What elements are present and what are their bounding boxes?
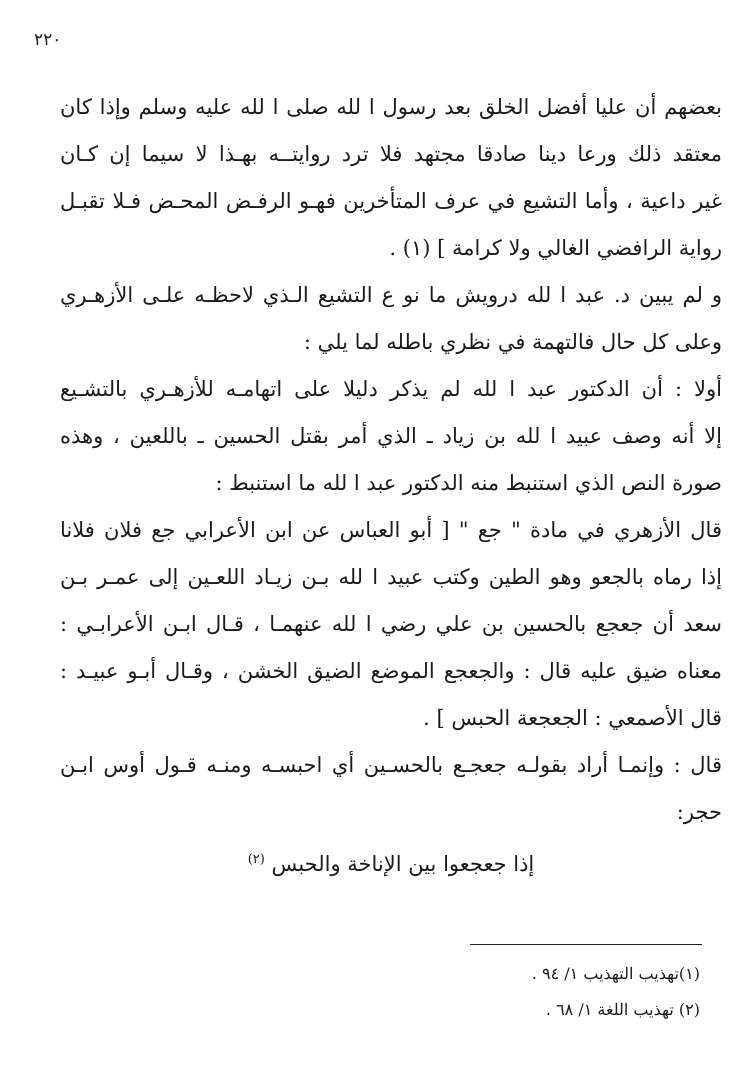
text-line: غير داعية ، وأما التشيع في عرف المتأخرين فهـو الرفـض المحـض فـلا تقبـل <box>60 189 722 213</box>
text-line: سعد أن جعجع بالحسين بن علي رضي ا لله عنهمـا ، قـال ابـن الأعرابـي : <box>60 612 722 636</box>
text-line: إذا رماه بالجعو وهو الطين وكتب عبيد ا لله بـن زيـاد اللعـين إلى عمـر بـن <box>60 565 722 589</box>
text-line: وعلى كل حال فالتهمة في نظري باطله لما يلي : <box>303 330 722 354</box>
text-line: إلا أنه وصف عبيد ا لله بن زياد ـ الذي أمر بقتل الحسين ـ باللعين ، وهذه <box>60 424 722 448</box>
page-number: ٢٢٠ <box>34 30 62 50</box>
footnotes <box>300 956 700 1028</box>
verse-text: إذا جعجعوا بين الإناخة والحبس <box>271 852 535 876</box>
text-line: حجر: <box>676 800 722 824</box>
verse-line <box>60 836 722 883</box>
text-line: بعضهم أن عليا أفضل الخلق بعد رسول ا لله صلى ا لله عليه وسلم وإذا كان <box>60 95 722 119</box>
text-line: قال الأصمعي : الجعجعة الحبس ] . <box>423 706 722 730</box>
text-line: معناه ضيق عليه قال : والجعجع الموضع الضيق الخشن ، وقـال أبـو عبيـد : <box>60 659 722 683</box>
footnote-item: (١)تهذيب التهذيب ١/ ٩٤ . <box>531 964 700 983</box>
text-line: أولا : أن الدكتور عبد ا لله لم يذكر دليلا على اتهامـه للأزهـري بالتشـيع <box>60 377 722 401</box>
footnote-item: (٢) تهذيب اللغة ١/ ٦٨ . <box>545 1000 700 1019</box>
text-line: صورة النص الذي استنبط منه الدكتور عبد ا لله ما استنبط : <box>215 471 722 495</box>
footnote-divider <box>470 944 702 945</box>
text-line: معتقد ذلك ورعا دينا صادقا مجتهد فلا ترد روايتــه بهـذا لا سيما إن كـان <box>60 142 722 166</box>
text-line: و لم يبين د. عبد ا لله درويش ما نو ع التشيع الـذي لاحظـه علـى الأزهـري <box>60 283 722 307</box>
text-line: قال : وإنمـا أراد بقولـه جعجـع بالحسـين أي احبسـه ومنـه قـول أوس ابـن <box>60 753 722 777</box>
text-line: رواية الرافضي الغالي ولا كرامة ] (١) . <box>389 236 722 260</box>
verse-footnote-marker: (٢) <box>247 852 265 867</box>
body-text <box>60 84 722 883</box>
text-line: قال الأزهري في مادة " جع " [ أبو العباس عن ابن الأعرابي جع فلان فلانا <box>60 518 722 542</box>
